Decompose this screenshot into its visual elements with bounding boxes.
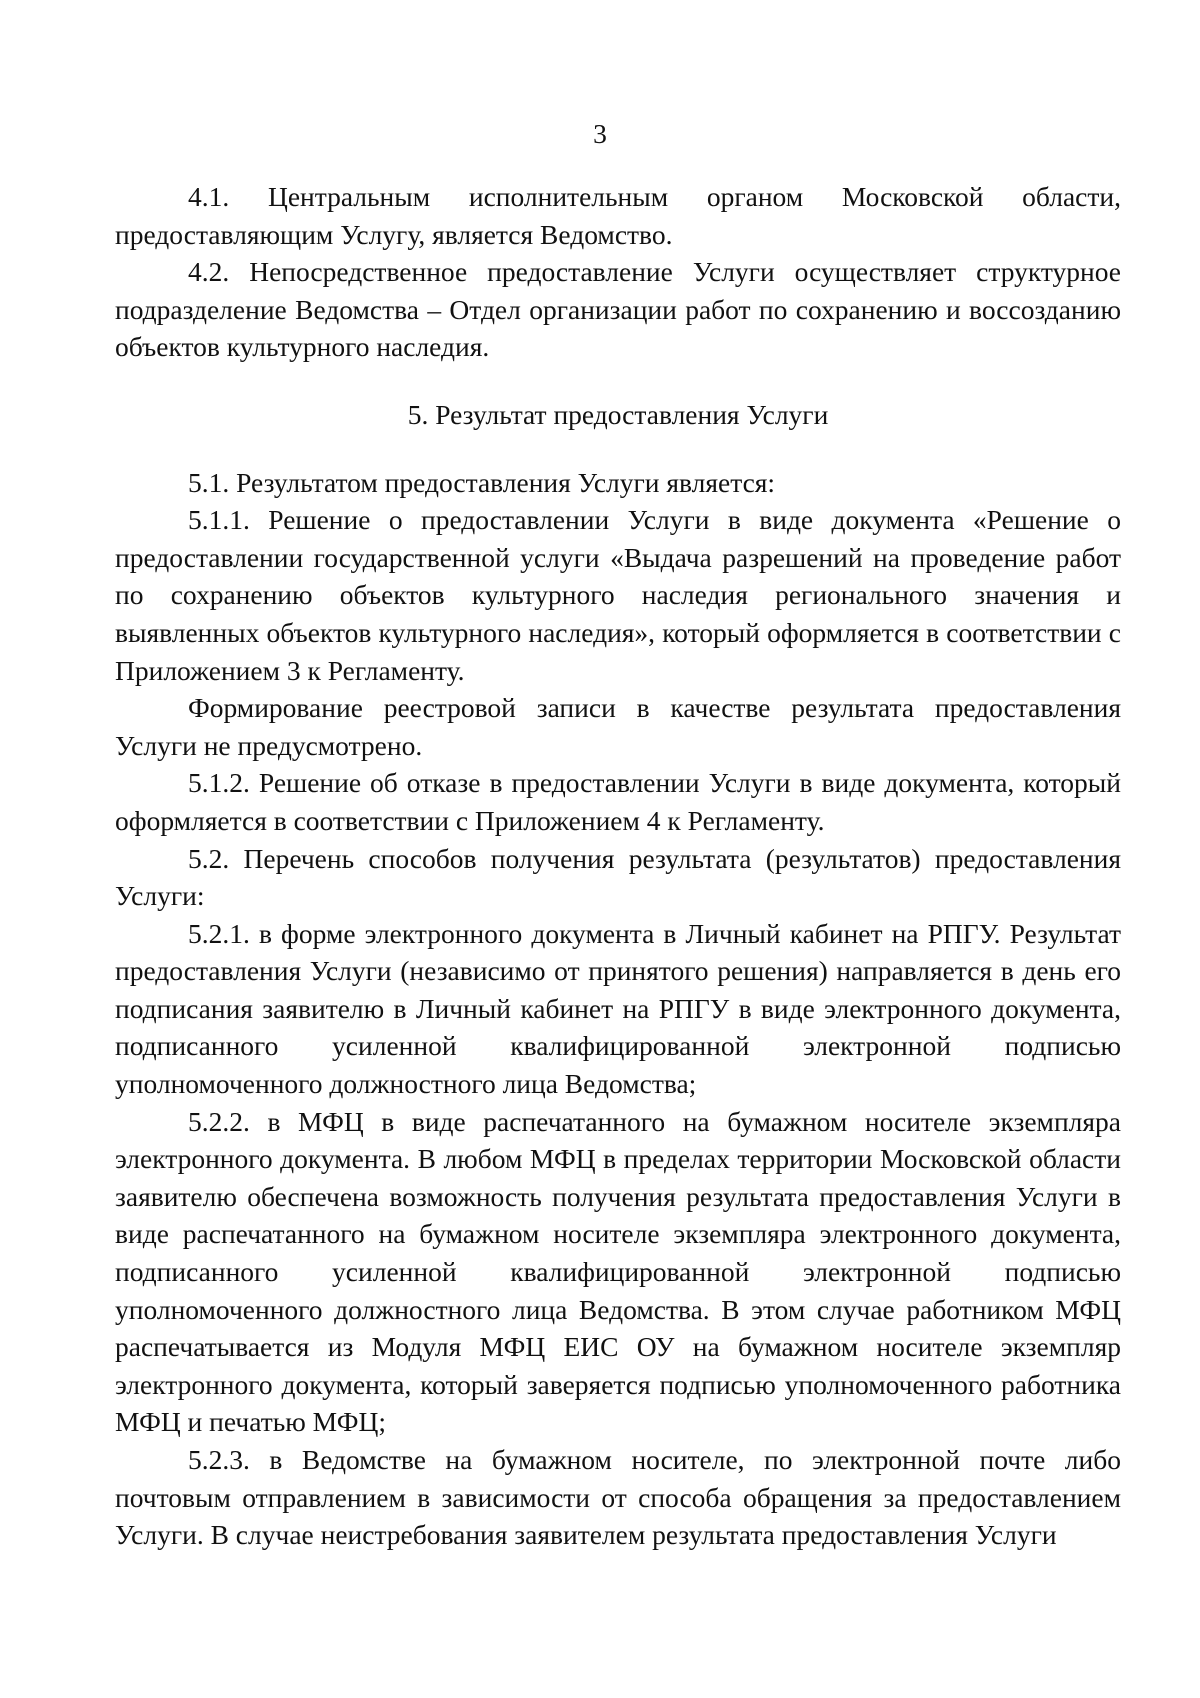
paragraph-5-2-1: 5.2.1. в форме электронного документа в Личный кабинет на РПГУ. Результат предоставления Услуги (независимо от принятого решения) направляется в день его подписания заявителю в Личный кабинет на РПГУ в виде электронного документа, подписанного усиленной квалифицированной электронной подписью уполномоченного должностного лица Ведомства; <box>115 917 1121 1100</box>
paragraph-5-2-2: 5.2.2. в МФЦ в виде распечатанного на бумажном носителе экземпляра электронного документа. В любом МФЦ в пределах территории Московской области заявителю обеспечена возможность получения результата предоставления Услуги в виде распечатанного на бумажном носителе экземпляра электронного документа, подписанного усиленной квалифицированной электронной подписью уполномоченного должностного лица Ведомства. В этом случае работником МФЦ распечатывается из Модуля МФЦ ЕИС ОУ на бумажном носителе экземпляр электронного документа, который заверяется подписью уполномоченного работника МФЦ и печатью МФЦ; <box>115 1105 1121 1438</box>
document-body <box>115 178 1121 1554</box>
paragraph-5-2: 5.2. Перечень способов получения результата (результатов) предоставления Услуги: <box>115 842 1121 912</box>
paragraph-5-1-2: 5.1.2. Решение об отказе в предоставлении Услуги в виде документа, который оформляется в соответствии с Приложением 4 к Регламенту. <box>115 767 1121 836</box>
paragraph-4-1: 4.1. Центральным исполнительным органом Московской области, предоставляющим Услугу, является Ведомство. <box>115 181 1121 250</box>
paragraph-registry-note: Формирование реестровой записи в качестве результата предоставления Услуги не предусмотрено. <box>115 692 1121 761</box>
paragraph-4-2: 4.2. Непосредственное предоставление Услуги осуществляет структурное подразделение Ведомства – Отдел организации работ по сохранению и воссозданию объектов культурного наследия. <box>115 256 1121 363</box>
paragraph-5-1: 5.1. Результатом предоставления Услуги является: <box>188 466 776 498</box>
section-heading-5: 5. Результат предоставления Услуги <box>407 398 829 430</box>
paragraph-5-2-3: 5.2.3. в Ведомстве на бумажном носителе, по электронной почте либо почтовым отправлением в зависимости от способа обращения за предоставлением Услуги. В случае неистребования заявителем результата предоставления Услуги <box>115 1444 1121 1551</box>
paragraph-5-1-1: 5.1.1. Решение о предоставлении Услуги в виде документа «Решение о предоставлении государственной услуги «Выдача разрешений на проведение работ по сохранению объектов культурного наследия регионального значения и выявленных объектов культурного наследия», который оформляется в соответствии с Приложением 3 к Регламенту. <box>115 504 1121 686</box>
page-number: 3 <box>593 118 607 149</box>
